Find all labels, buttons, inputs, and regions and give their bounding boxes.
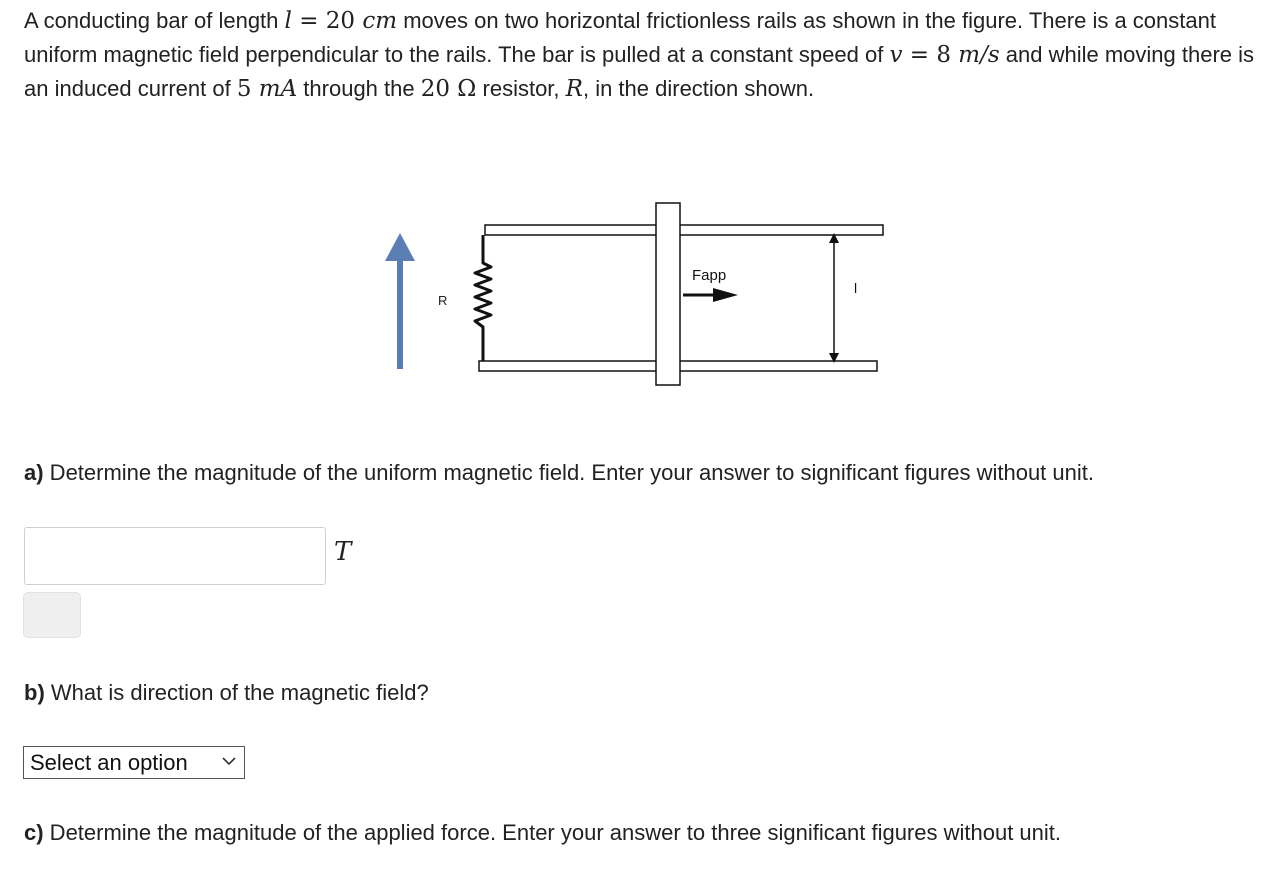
question-b-text: What is direction of the magnetic field? bbox=[44, 680, 429, 705]
answer-a-check-button[interactable] bbox=[23, 592, 81, 638]
resistor-icon bbox=[475, 235, 491, 361]
question-c bbox=[24, 820, 1061, 846]
intro-text-5: resistor, bbox=[476, 76, 566, 101]
math-speed-symbol: v bbox=[889, 42, 903, 68]
math-current-value: 5 bbox=[236, 76, 259, 102]
problem-statement bbox=[24, 4, 1274, 106]
circuit-diagram bbox=[370, 195, 900, 395]
length-dimension-icon bbox=[829, 233, 839, 363]
intro-text-6: , in the direction shown. bbox=[582, 76, 815, 101]
intro-text-4: through the bbox=[297, 76, 421, 101]
question-a-letter: a) bbox=[24, 460, 44, 485]
conducting-bar bbox=[656, 203, 680, 385]
math-current-unit: mA bbox=[258, 76, 298, 102]
math-length-value: = 20 bbox=[291, 8, 363, 34]
question-b bbox=[24, 680, 429, 706]
direction-select[interactable] bbox=[23, 746, 245, 779]
force-label: Fapp bbox=[692, 267, 727, 284]
question-c-letter: c) bbox=[24, 820, 44, 845]
answer-a-unit: T bbox=[334, 537, 352, 567]
length-label: l bbox=[854, 280, 858, 296]
intro-text-1: A conducting bar of length bbox=[24, 8, 285, 33]
intro-text-3: and while moving there is an induced current of bbox=[24, 42, 1255, 101]
current-arrow-icon bbox=[385, 233, 415, 369]
answer-a-input[interactable] bbox=[24, 527, 326, 585]
math-length-unit: cm bbox=[362, 8, 398, 34]
math-speed-value: = 8 bbox=[902, 42, 959, 68]
resistor-label: R bbox=[438, 293, 448, 308]
top-rail bbox=[485, 225, 883, 235]
chevron-down-icon bbox=[222, 756, 236, 766]
question-a-text: Determine the magnitude of the uniform magnetic field. Enter your answer to significant figures without unit. bbox=[43, 460, 1094, 485]
question-b-letter: b) bbox=[24, 680, 45, 705]
question-c-text: Determine the magnitude of the applied force. Enter your answer to three significant figures without unit. bbox=[43, 820, 1062, 845]
math-resistance: 20 Ω bbox=[420, 76, 477, 102]
force-arrow-icon bbox=[683, 288, 738, 302]
intro-text-2: moves on two horizontal frictionless rails as shown in the figure. There is a constant uniform magnetic field perpendicular to the rails. The bar is pulled at a constant speed of bbox=[24, 8, 1216, 67]
math-speed-unit: m/s bbox=[958, 42, 1000, 68]
math-resistor-symbol: R bbox=[565, 76, 583, 102]
direction-select-value: Select an option bbox=[30, 750, 188, 775]
math-length-symbol: l bbox=[284, 8, 292, 34]
question-a bbox=[24, 460, 1094, 486]
